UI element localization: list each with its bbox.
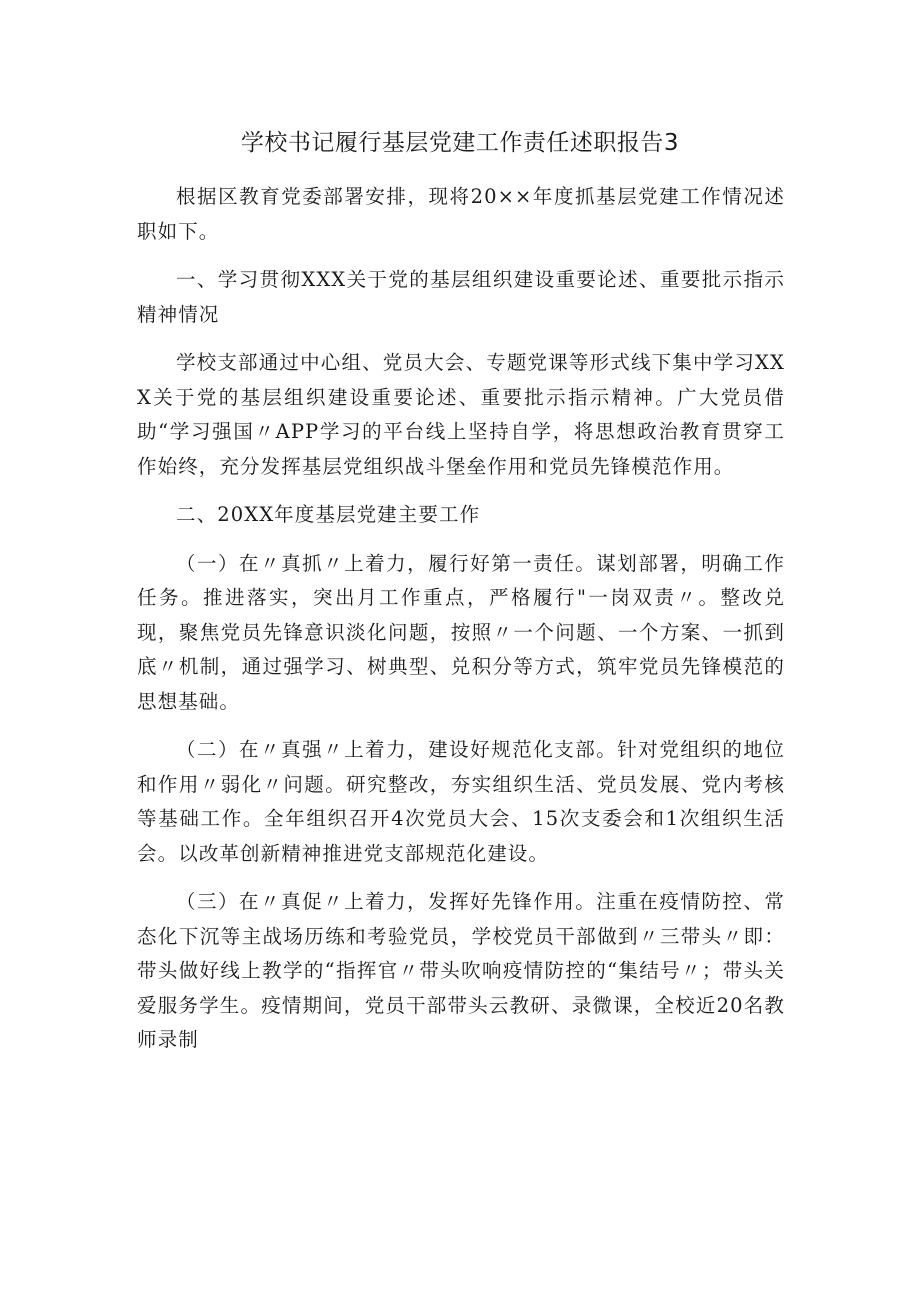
paragraph-item-1: （一）在〃真抓〃上着力，履行好第一责任。谋划部署，明确工作任务。推进落实，突出月工作重点，严格履行"一岗双责〃。整改兑现，聚焦党员先锋意识淡化问题，按照〃一个问题、一个方案、一抓到底〃机制，通过强学习、树典型、兑积分等方式，筑牢党员先锋模范的思想基础。	[137, 551, 785, 713]
paragraph-item-2: （二）在〃真强〃上着力，建设好规范化支部。针对党组织的地位和作用〃弱化〃问题。研究整改，夯实组织生活、党员发展、党内考核等基础工作。全年组织召开4次党员大会、15次支委会和1次组织生活会。以改革创新精神推进党支部规范化建设。	[137, 738, 785, 865]
section-heading-2: 二、20XX年度基层党建主要工作	[176, 503, 481, 526]
paragraph-intro: 根据区教育党委部署安排，现将20××年度抓基层党建工作情况述职如下。	[137, 185, 785, 243]
paragraph-item-3: （三）在〃真促〃上着力，发挥好先锋作用。注重在疫情防控、常态化下沉等主战场历练和考验党员，学校党员干部做到〃三带头〃即：带头做好线上教学的“指挥官〃带头吹响疫情防控的“集结号〃；带头关爱服务学生。疫情期间，党员干部带头云教研、录微课，全校近20名教师录制	[137, 890, 785, 1051]
section-heading-1: 一、学习贯彻XXX关于党的基层组织建设重要论述、重要批示指示精神情况	[137, 268, 785, 326]
paragraph-study: 学校支部通过中心组、党员大会、专题党课等形式线下集中学习XXX关于党的基层组织建设重要论述、重要批示指示精神。广大党员借助“学习强国〃APP学习的平台线上坚持自学，将思想政治教育贯穿工作始终，充分发挥基层党组织战斗堡垒作用和党员先锋模范作用。	[137, 351, 785, 478]
document-body	[137, 180, 785, 1072]
document-title: 学校书记履行基层党建工作责任述职报告3	[240, 130, 680, 156]
